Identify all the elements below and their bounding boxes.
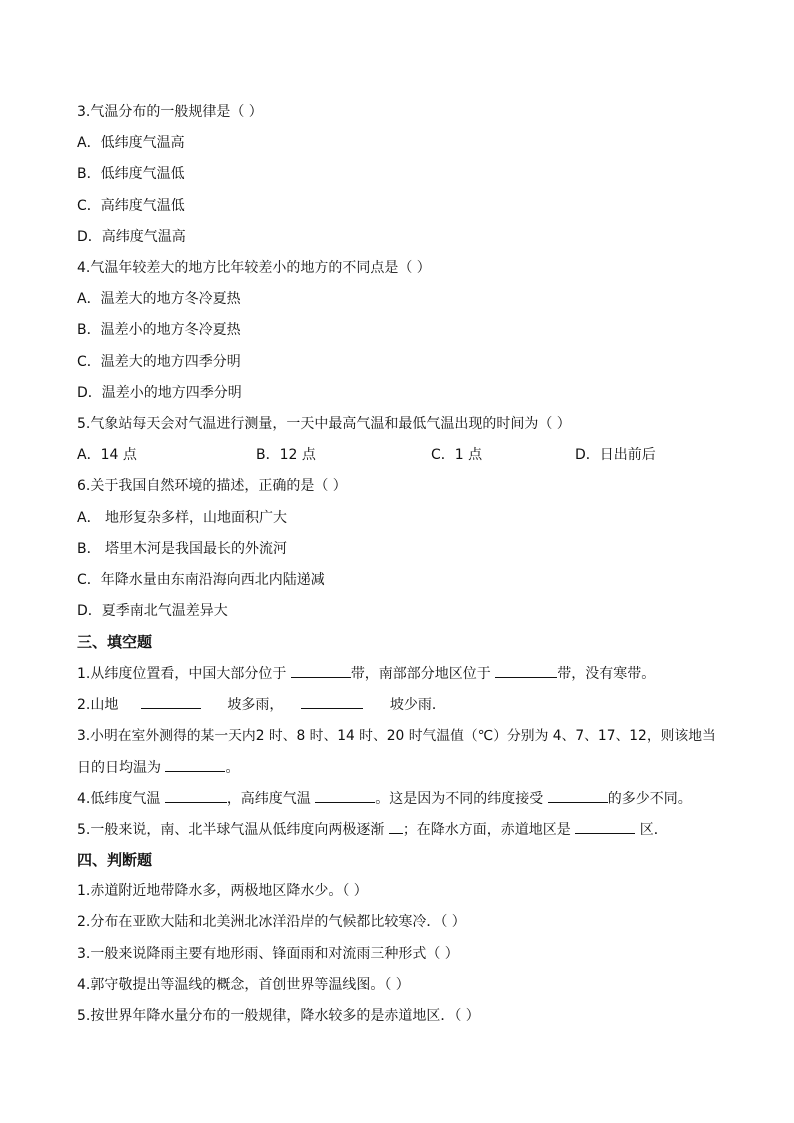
q5-option-c: C．1 点 (431, 447, 483, 463)
q3-option-c: C．高纬度气温低 (77, 198, 185, 214)
answer-blank[interactable] (301, 694, 363, 709)
judge-item-4: 4.郭守敬提出等温线的概念，首创世界等温线图。（ ） (77, 977, 410, 993)
judge-item-3: 3.一般来说降雨主要有地形雨、锋面雨和对流雨三种形式（ ） (77, 946, 459, 962)
answer-blank[interactable] (165, 788, 227, 803)
fill-4-text-b: ，高纬度气温 (226, 791, 316, 807)
fill-2-text-b: 坡多雨， (227, 697, 284, 713)
answer-blank[interactable] (548, 788, 608, 803)
q4-stem: 4.气温年较差大的地方比年较差小的地方的不同点是（ ） (77, 260, 431, 276)
q3-stem: 3.气温分布的一般规律是（ ） (77, 104, 263, 120)
fill-item-1 (77, 663, 655, 684)
q5-option-b: B．12 点 (256, 447, 316, 463)
q3-option-a: A．低纬度气温高 (77, 135, 185, 151)
judge-item-1: 1.赤道附近地带降水多，两极地区降水少。（ ） (77, 883, 368, 899)
fill-4-text-c: 。这是因为不同的纬度接受 (375, 791, 548, 807)
judge-section-heading: 四、判断题 (77, 851, 153, 869)
q3-option-b: B．低纬度气温低 (77, 166, 185, 182)
q4-option-b: B．温差小的地方冬冷夏热 (77, 322, 241, 338)
q6-option-b: B． 塔里木河是我国最长的外流河 (77, 541, 288, 557)
fill-3-text-b: 。 (225, 760, 240, 776)
fill-2-text-a: 2.山地 (77, 697, 119, 713)
q6-option-a: A． 地形复杂多样，山地面积广大 (77, 510, 288, 526)
fill-4-text-a: 4.低纬度气温 (77, 791, 165, 807)
fill-5-text-c: 区． (639, 822, 668, 838)
answer-blank[interactable] (165, 757, 225, 772)
judge-item-2: 2.分布在亚欧大陆和北美洲北冰洋沿岸的气候都比较寒冷．（ ） (77, 914, 466, 930)
fill-5-text-a: 5.一般来说，南、北半球气温从低纬度向两极逐渐 (77, 822, 389, 838)
fill-1-text-a: 1.从纬度位置看，中国大部分位于 (77, 666, 291, 682)
fill-item-3-line-2 (77, 757, 239, 778)
fill-2-text-c: 坡少雨． (389, 697, 446, 713)
q6-stem: 6.关于我国自然环境的描述，正确的是（ ） (77, 478, 347, 494)
answer-blank[interactable] (141, 694, 201, 709)
answer-blank[interactable] (315, 788, 375, 803)
fill-1-text-c: 带，没有寒带。 (557, 666, 656, 682)
q6-option-c: C．年降水量由东南沿海向西北内陆递减 (77, 572, 325, 588)
fill-item-4 (77, 788, 692, 809)
q3-option-d: D．高纬度气温高 (77, 229, 186, 245)
answer-blank[interactable] (291, 663, 351, 678)
answer-blank[interactable] (495, 663, 557, 678)
fill-item-5 (77, 819, 668, 840)
fill-item-3-line-1: 3.小明在室外测得的某一天内2 时、8 时、14 时、20 时气温值（℃）分别为 4、7、17、12，则该地当 (77, 728, 716, 744)
q4-option-c: C．温差大的地方四季分明 (77, 354, 241, 370)
fill-5-text-b: ；在降水方面，赤道地区是 (402, 822, 576, 838)
q4-option-d: D．温差小的地方四季分明 (77, 385, 242, 401)
fill-1-text-b: 带，南部部分地区位于 (350, 666, 496, 682)
judge-item-5: 5.按世界年降水量分布的一般规律，降水较多的是赤道地区．（ ） (77, 1008, 480, 1024)
fill-4-text-d: 的多少不同。 (607, 791, 692, 807)
q4-option-a: A．温差大的地方冬冷夏热 (77, 291, 241, 307)
answer-blank[interactable] (575, 819, 635, 834)
answer-blank[interactable] (389, 819, 403, 834)
q5-options-row (77, 445, 717, 465)
q5-option-d: D．日出前后 (575, 447, 656, 463)
fill-item-2 (77, 694, 446, 715)
fill-3-text-a: 日的日均温为 (77, 760, 166, 776)
q5-stem: 5.气象站每天会对气温进行测量，一天中最高气温和最低气温出现的时间为（ ） (77, 416, 571, 432)
fill-section-heading: 三、填空题 (77, 633, 153, 651)
q5-option-a: A．14 点 (77, 447, 137, 463)
q6-option-d: D．夏季南北气温差异大 (77, 603, 228, 619)
